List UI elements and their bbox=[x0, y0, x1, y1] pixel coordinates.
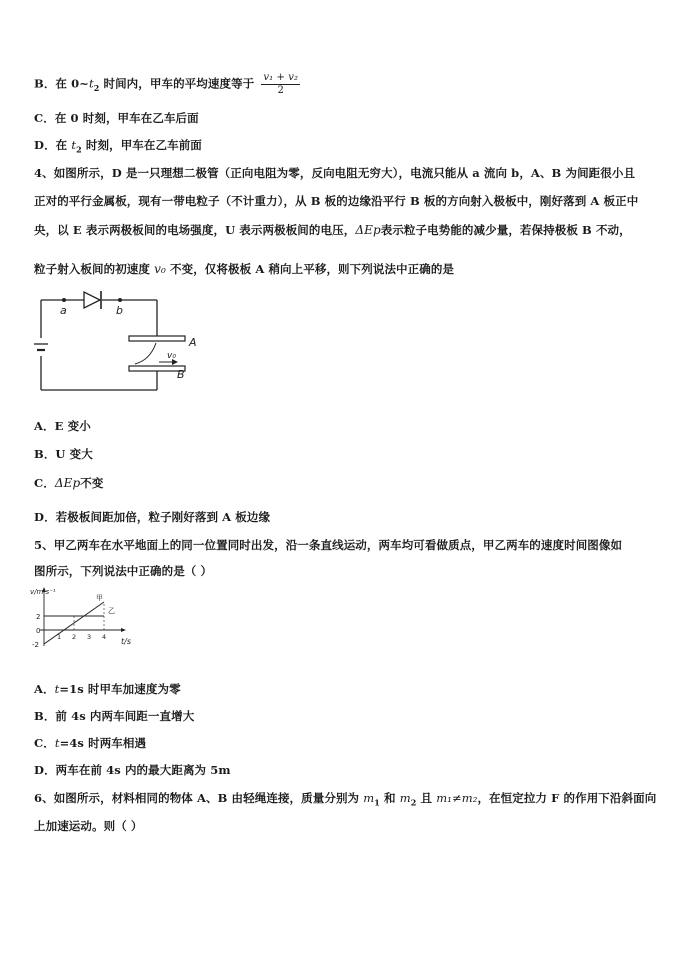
x-tick-label-2: 2 bbox=[72, 633, 77, 641]
delta-ep-symbol: ΔEp bbox=[355, 223, 381, 237]
q4-line-3 bbox=[34, 222, 631, 238]
q6-line-1-post: ，在恒定拉力 F 的作用下沿斜面向 bbox=[477, 791, 657, 805]
q3-b-t2-sub: 2 bbox=[93, 82, 100, 93]
q4-option-c bbox=[34, 475, 103, 491]
label-plate-a: A bbox=[189, 336, 197, 349]
delta-ep-symbol-option: ΔEp bbox=[54, 476, 81, 490]
q6-line-1 bbox=[34, 790, 656, 807]
q5-option-d: D．两车在前 4s 内的最大距离为 5m bbox=[34, 763, 231, 777]
q5-a-t: t bbox=[54, 682, 60, 696]
y-tick-label--2: -2 bbox=[32, 641, 39, 649]
q3-option-c: C．在 0 时刻，甲车在乙车后面 bbox=[34, 111, 199, 125]
series-label-1: 乙 bbox=[108, 607, 115, 615]
q3-b-suffix: 时间内，甲车的平均速度等于 bbox=[99, 76, 255, 91]
q3-option-b bbox=[34, 72, 300, 97]
fraction-numerator: v₁ + v₂ bbox=[263, 72, 299, 83]
q4-option-b: B．U 变大 bbox=[34, 447, 93, 461]
q5-c-pre: C． bbox=[34, 736, 55, 750]
x-tick-label-3: 3 bbox=[87, 633, 92, 641]
q4-line-4-pre: 粒子射入板间的初速度 bbox=[34, 262, 155, 276]
label-a: a bbox=[60, 304, 67, 317]
q5-a-post: =1s 时甲车加速度为零 bbox=[59, 682, 181, 696]
node-a-dot bbox=[62, 298, 66, 302]
circuit-diagram bbox=[32, 286, 202, 398]
q6-m1: m bbox=[363, 791, 375, 805]
q6-cond: 且 bbox=[416, 791, 437, 805]
q6-m2: m bbox=[399, 791, 411, 805]
average-velocity-fraction bbox=[261, 72, 300, 97]
q5-line-2: 图所示，下列说法中正确的是（ ） bbox=[34, 564, 213, 578]
velocity-time-chart bbox=[28, 586, 158, 670]
q6-m1-sub: 1 bbox=[374, 797, 380, 808]
q3-d-t: t bbox=[71, 138, 77, 152]
label-plate-b: B bbox=[177, 368, 185, 381]
q4-line-3-pre: 央，以 E 表示两极板间的电场强度，U 表示两极板间的电压， bbox=[34, 223, 356, 237]
q4-option-a: A．E 变小 bbox=[34, 419, 91, 433]
q5-a-pre: A． bbox=[34, 682, 55, 696]
q5-c-t: t bbox=[54, 736, 60, 750]
q5-option-c bbox=[34, 735, 146, 751]
q5-option-b: B．前 4s 内两车间距一直增大 bbox=[34, 709, 195, 723]
q4-c-pre: C． bbox=[34, 476, 55, 490]
node-b-dot bbox=[118, 298, 122, 302]
q4-c-post: 不变 bbox=[80, 476, 104, 490]
series-label-0: 甲 bbox=[96, 594, 103, 602]
q5-line-1: 5、甲乙两车在水平地面上的同一位置同时出发，沿一条直线运动，两车均可看做质点，甲乙两车的速度时间图像如 bbox=[34, 538, 623, 552]
q5-c-post: =4s 时两车相遇 bbox=[59, 736, 147, 750]
q4-line-2: 正对的平行金属板，现有一带电粒子（不计重力），从 B 板的边缘沿平行 B 板的方向射入极板中，刚好落到 A 板正中 bbox=[34, 194, 639, 208]
q3-b-t2: t bbox=[88, 76, 94, 91]
q4-line-1: 4、如图所示，D 是一只理想二极管（正向电阻为零，反向电阻无穷大），电流只能从 a 流向 b，A、B 为间距很小且 bbox=[34, 166, 636, 180]
q6-line-1-pre: 6、如图所示，材料相同的物体 A、B 由轻绳连接，质量分别为 bbox=[34, 791, 364, 805]
q6-and: 和 bbox=[379, 791, 400, 805]
v0-symbol: v₀ bbox=[154, 262, 166, 276]
q4-line-3-post: 表示粒子电势能的减少量，若保持极板 B 不动， bbox=[380, 223, 631, 237]
x-axis-arrow-icon bbox=[121, 628, 126, 632]
x-axis-label: t/s bbox=[121, 637, 131, 646]
label-v0: v₀ bbox=[167, 351, 176, 361]
label-b: b bbox=[116, 304, 123, 317]
q3-b-prefix: B．在 0~ bbox=[34, 76, 89, 91]
q3-d-suffix: 时刻，甲车在乙车前面 bbox=[81, 138, 202, 152]
fraction-denominator: 2 bbox=[277, 85, 284, 96]
q4-line-4-post: 不变，仅将极板 A 稍向上平移，则下列说法中正确的是 bbox=[165, 262, 455, 276]
q3-d-prefix: D．在 bbox=[34, 138, 72, 152]
x-tick-label-1: 1 bbox=[57, 633, 62, 641]
plate-a bbox=[129, 336, 185, 341]
q6-m2-sub: 2 bbox=[410, 797, 417, 808]
y-tick-label-2: 2 bbox=[36, 613, 41, 621]
q6-neq: m₁≠m₂ bbox=[436, 791, 478, 805]
y-axis-label: v/m·s⁻¹ bbox=[30, 588, 56, 596]
y-tick-label-0: 0 bbox=[36, 627, 41, 635]
q3-d-sub: 2 bbox=[76, 144, 82, 155]
diode-icon bbox=[84, 292, 100, 308]
x-tick-label-4: 4 bbox=[102, 633, 107, 641]
q5-option-a bbox=[34, 681, 181, 697]
q3-option-d bbox=[34, 137, 202, 154]
q4-option-d: D．若极板间距加倍，粒子刚好落到 A 板边缘 bbox=[34, 510, 271, 524]
particle-trajectory bbox=[135, 343, 156, 364]
q4-line-4 bbox=[34, 261, 454, 277]
q6-line-2: 上加速运动。则（ ） bbox=[34, 819, 143, 833]
